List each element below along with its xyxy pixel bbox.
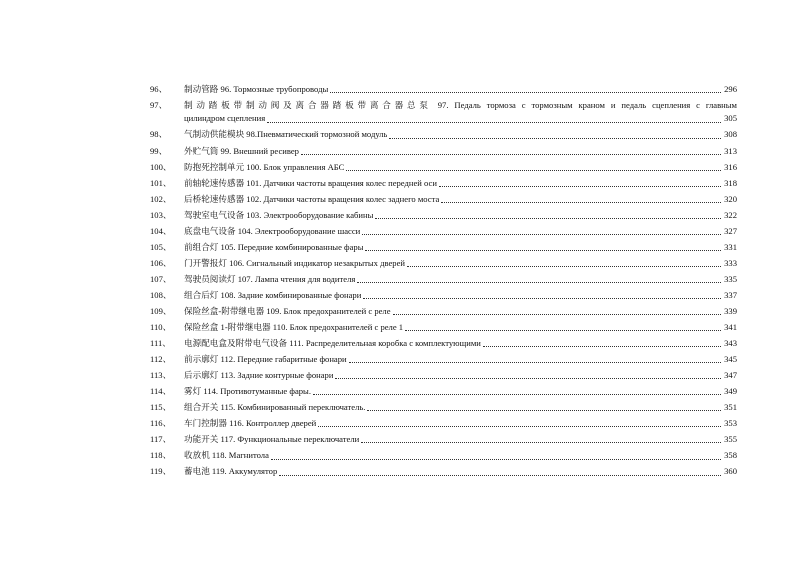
toc-entry-number: 109、 xyxy=(150,305,172,316)
toc-entry-page-number: 339 xyxy=(724,305,737,316)
toc-entry[interactable] xyxy=(150,289,737,302)
dot-leader xyxy=(367,409,721,411)
toc-entry-line xyxy=(184,353,737,366)
toc-entry[interactable] xyxy=(150,321,737,334)
toc-entry-line xyxy=(184,257,737,270)
toc-entry-line xyxy=(184,385,737,398)
dot-leader xyxy=(362,233,721,235)
dot-leader xyxy=(365,249,721,251)
toc-entry[interactable] xyxy=(150,161,737,174)
dot-leader xyxy=(267,121,721,123)
toc-entry-line xyxy=(184,112,737,125)
toc-entry-title: 外贮气筒 99. Внешний ресивер xyxy=(184,145,299,156)
toc-entry-page-number: 327 xyxy=(724,225,737,236)
toc-entry[interactable] xyxy=(150,337,737,350)
toc-entry-line xyxy=(184,83,737,96)
toc-entry-page-number: 318 xyxy=(724,177,737,188)
toc-entry-line xyxy=(184,321,737,334)
dot-leader xyxy=(407,265,721,267)
toc-entry-number: 118、 xyxy=(150,450,172,461)
toc-entry-number: 105、 xyxy=(150,241,172,252)
toc-entry-page-number: 345 xyxy=(724,353,737,364)
toc-entry-line xyxy=(184,209,737,222)
toc-entry[interactable] xyxy=(150,401,737,414)
toc-entry-title: 前组合灯 105. Передние комбинированные фары xyxy=(184,241,364,252)
toc-entry[interactable] xyxy=(150,241,737,254)
toc-entry-page-number: 347 xyxy=(724,369,737,380)
dot-leader xyxy=(271,458,721,460)
toc-entry-title: 前轴轮速传感器 101. Датчики частоты вращения колес передней оси xyxy=(184,177,437,188)
dot-leader xyxy=(375,217,721,219)
toc-entry-number: 103、 xyxy=(150,209,172,220)
toc-entry-number: 108、 xyxy=(150,289,172,300)
toc-entry-page-number: 360 xyxy=(724,466,737,477)
toc-entry-title: 气制动供能模块 98.Пневматический тормозной модуль xyxy=(184,129,388,140)
toc-entry-page-number: 316 xyxy=(724,161,737,172)
toc-entry-title: 后桥轮速传感器 102. Датчики частоты вращения колес заднего моста xyxy=(184,193,440,204)
toc-entry-title: 门开警报灯 106. Сигнальный индикатор незакрытых дверей xyxy=(184,257,406,268)
toc-entry-number: 96、 xyxy=(150,84,168,94)
toc-entry[interactable] xyxy=(150,273,737,286)
toc-entry-title: 电源配电盒及附带电气设备 111. Распределительная коробка с комплектующими xyxy=(184,337,481,348)
toc-entry-number: 112、 xyxy=(150,353,172,364)
toc-entry-page-number: 296 xyxy=(724,84,737,94)
toc-entry-line xyxy=(184,273,737,286)
dot-leader xyxy=(335,377,721,379)
toc-entry-title: 前示廓灯 112. Передние габаритные фонари xyxy=(184,353,347,364)
toc-entry-title: 保险丝盒-附带继电器 109. Блок предохранителей с реле xyxy=(184,305,391,316)
toc-entry-line xyxy=(184,449,737,462)
toc-entry-line xyxy=(184,401,737,414)
toc-entry-page-number: 322 xyxy=(724,209,737,220)
dot-leader xyxy=(330,91,721,93)
toc-entry-number: 104、 xyxy=(150,225,172,236)
toc-entry[interactable] xyxy=(150,433,737,446)
toc-entry-title: 底盘电气设备 104. Электрооборудование шасси xyxy=(184,225,361,236)
toc-entry-line xyxy=(184,433,737,446)
toc-entry-title-line1: 制动踏板带制动阀及离合器踏板带离合器总泵 97. Педаль тормоза с тормозным краном и педаль сцепления с главным xyxy=(184,100,737,111)
toc-entry-page-number: 349 xyxy=(724,385,737,396)
dot-leader xyxy=(405,329,721,331)
toc-entry-number: 119、 xyxy=(150,466,172,477)
toc-entry[interactable] xyxy=(150,209,737,222)
toc-entry-title: цилиндром сцепления xyxy=(184,113,266,124)
toc-entry-page-number: 305 xyxy=(724,113,737,124)
dot-leader xyxy=(313,393,721,395)
dot-leader xyxy=(439,185,721,187)
toc-entry-number: 114、 xyxy=(150,385,172,396)
toc-entry[interactable] xyxy=(150,83,737,96)
dot-leader xyxy=(393,313,721,315)
toc-entry[interactable] xyxy=(150,369,737,382)
toc-entry-title: 后示廓灯 113. Задние контурные фонари xyxy=(184,369,334,380)
toc-entry[interactable] xyxy=(150,99,737,126)
toc-entry-number: 106、 xyxy=(150,257,172,268)
toc-entry-title: 雾灯 114. Противотуманные фары. xyxy=(184,385,311,396)
toc-entry-number: 116、 xyxy=(150,418,172,429)
toc-entry-title: 车门控制器 116. Контроллер дверей xyxy=(184,418,317,429)
toc-entry-line xyxy=(184,337,737,350)
toc-entry-number: 115、 xyxy=(150,402,172,412)
toc-entry-line xyxy=(184,128,737,141)
toc-entry-page-number: 358 xyxy=(724,450,737,461)
dot-leader xyxy=(318,425,721,427)
toc-entry-number: 111、 xyxy=(150,337,171,348)
toc-entry-line xyxy=(184,193,737,206)
toc-entry-number: 113、 xyxy=(150,369,172,380)
toc-entry[interactable] xyxy=(150,257,737,270)
toc-entry-page-number: 308 xyxy=(724,129,737,140)
toc-entry-line xyxy=(184,145,737,158)
toc-entry-title: 驾驶室电气设备 103. Электрооборудование кабины xyxy=(184,209,374,220)
toc-entry-page-number: 335 xyxy=(724,273,737,284)
toc-entry-line xyxy=(184,369,737,382)
toc-entry[interactable] xyxy=(150,353,737,366)
toc-entry-title: 驾驶员阅读灯 107. Лампа чтения для водителя xyxy=(184,273,356,284)
toc-entry-number: 100、 xyxy=(150,161,172,172)
toc-entry[interactable] xyxy=(150,449,737,462)
toc-entry-line xyxy=(184,465,737,478)
toc-entry-number: 102、 xyxy=(150,193,172,204)
table-of-contents xyxy=(150,83,737,479)
toc-entry-line xyxy=(184,225,737,238)
toc-entry-title: 保险丝盒 1-附带继电器 110. Блок предохранителей с реле 1 xyxy=(184,321,404,332)
toc-entry-title: 组合开关 115. Комбинированный переключатель. xyxy=(184,402,366,412)
dot-leader xyxy=(363,297,721,299)
toc-entry-title: 收放机 118. Магнитола xyxy=(184,450,269,461)
toc-entry-number: 97、 xyxy=(150,100,168,111)
toc-entry-line xyxy=(184,417,737,430)
toc-entry[interactable] xyxy=(150,385,737,398)
toc-entry[interactable] xyxy=(150,305,737,318)
toc-entry[interactable] xyxy=(150,465,737,478)
toc-entry-number: 98、 xyxy=(150,129,168,140)
toc-entry-title: 制动管路 96. Тормозные трубопроводы xyxy=(184,84,329,94)
toc-entry-page-number: 343 xyxy=(724,337,737,348)
toc-entry[interactable] xyxy=(150,177,737,190)
toc-entry-number: 110、 xyxy=(150,321,172,332)
toc-entry-line xyxy=(184,161,737,174)
dot-leader xyxy=(441,201,721,203)
toc-entry-page-number: 355 xyxy=(724,434,737,445)
dot-leader xyxy=(346,169,721,171)
dot-leader xyxy=(301,153,721,155)
toc-entry-page-number: 333 xyxy=(724,257,737,268)
toc-entry-number: 99、 xyxy=(150,145,168,156)
toc-entry-page-number: 341 xyxy=(724,321,737,332)
toc-entry-line xyxy=(184,289,737,302)
toc-entry[interactable] xyxy=(150,417,737,430)
toc-entry-page-number: 351 xyxy=(724,402,737,412)
dot-leader xyxy=(389,137,721,139)
toc-entry-page-number: 353 xyxy=(724,418,737,429)
toc-entry-number: 117、 xyxy=(150,434,172,445)
toc-entry[interactable] xyxy=(150,193,737,206)
dot-leader xyxy=(357,281,721,283)
dot-leader xyxy=(361,441,721,443)
toc-entry-page-number: 337 xyxy=(724,289,737,300)
toc-entry-number: 107、 xyxy=(150,273,172,284)
toc-entry[interactable] xyxy=(150,225,737,238)
toc-entry-page-number: 331 xyxy=(724,241,737,252)
dot-leader xyxy=(483,345,721,347)
dot-leader xyxy=(349,361,721,363)
toc-entry-line xyxy=(184,305,737,318)
toc-entry-title: 功能开关 117. Функциональные переключатели xyxy=(184,434,360,445)
toc-entry-title: 组合后灯 108. Задние комбинированные фонари xyxy=(184,289,362,300)
toc-entry-page-number: 313 xyxy=(724,145,737,156)
dot-leader xyxy=(279,474,721,476)
toc-entry-title: 蓄电池 119. Аккумулятор xyxy=(184,466,278,477)
toc-entry[interactable] xyxy=(150,128,737,141)
toc-entry-line xyxy=(184,177,737,190)
toc-entry-number: 101、 xyxy=(150,177,172,188)
toc-entry[interactable] xyxy=(150,145,737,158)
toc-entry-title: 防抱死控制单元 100. Блок управления АБС xyxy=(184,161,345,172)
toc-entry-page-number: 320 xyxy=(724,193,737,204)
toc-entry-line xyxy=(184,241,737,254)
